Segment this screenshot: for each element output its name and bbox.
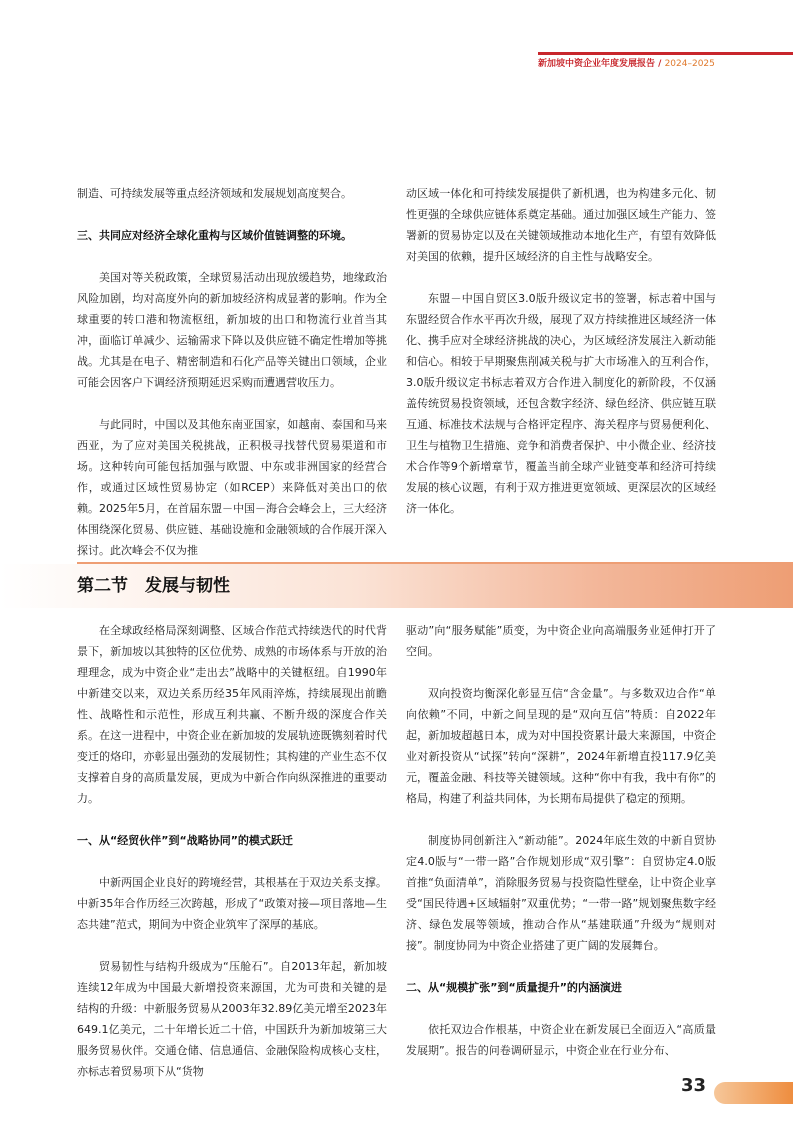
bottom-left-column — [77, 620, 387, 1103]
paragraph-continued: 动区域一体化和可持续发展提供了新机遇，也为构建多元化、韧性更强的全球供应链体系奠定基础。通过加强区域生产能力、签署新的贸易协定以及在关键领域推动本地化生产，有望有效降低对美国的依赖，提升区域经济的自主性与战略安全。 — [406, 187, 716, 263]
header-rule — [538, 52, 793, 55]
paragraph: 双向投资均衡深化彰显互信“含金量”。与多数双边合作“单向依赖”不同，中新之间呈现的是“双向互信”特质：自2022年起，新加坡超越日本，成为对中国投资累计最大来源国，中资企业对新投资从“试探”转向“深耕”，2024年新增直投117.9亿美元，覆盖金融、科技等关键领域。这种“你中有我，我中有你”的格局，构建了利益共同体，为长期布局提供了稳定的预期。 — [406, 687, 716, 805]
subsection-heading-2: 二、从“规模扩张”到“质量提升”的内涵演进 — [406, 981, 622, 994]
footer-accent-bar — [714, 1082, 793, 1104]
paragraph: 依托双边合作根基，中资企业在新发展已全面迈入“高质量发展期”。报告的问卷调研显示，中资企业在行业分布、 — [406, 1023, 716, 1057]
paragraph: 与此同时，中国以及其他东南亚国家，如越南、泰国和马来西亚，为了应对美国关税挑战，正积极寻找替代贸易渠道和市场。这种转向可能包括加强与欧盟、中东或非洲国家的经营合作，或通过区域性贸易协定（如RCEP）来降低对美出口的依赖。2025年5月，在首届东盟－中国－海合会峰会上，三大经济体围绕深化贸易、供应链、基础设施和金融领域的合作展开深入探讨。此次峰会不仅为推 — [77, 418, 387, 557]
header-separator: / — [655, 59, 665, 69]
report-years: 2024–2025 — [664, 59, 715, 69]
paragraph: 制度协同创新注入“新动能”。2024年底生效的中新自贸协定4.0版与“一带一路”合作规划形成“双引擎”：自贸协定4.0版首推“负面清单”，消除服务贸易与投资隐性壁垒，让中资企业享受“国民待遇+区域辐射”双重优势；“一带一路”规划聚焦数字经济、绿色发展等领域，推动合作从“基建联通”升级为“规则对接”。制度协同为中资企业搭建了更广阔的发展舞台。 — [406, 834, 716, 952]
subsection-heading-1: 一、从“经贸伙伴”到“战略协同”的模式跃迁 — [77, 834, 293, 847]
paragraph: 东盟－中国自贸区3.0版升级议定书的签署，标志着中国与东盟经贸合作水平再次升级，展现了双方持续推进区域经济一体化、携手应对全球经济挑战的决心，为区域经济发展注入新动能和信心。相较于早期聚焦削减关税与扩大市场准入的互利合作，3.0版升级议定书标志着双方合作进入制度化的新阶段，不仅涵盖传统贸易投资领域，还包含数字经济、绿色经济、供应链互联互通、标准技术法规与合格评定程序、海关程序与贸易便利化、卫生与植物卫生措施、竞争和消费者保护、中小微企业、经济技术合作等9个新增章节，覆盖当前全球产业链变革和经济可持续发展的核心议题，有利于双方推进更宽领域、更深层次的区域经济一体化。 — [406, 292, 716, 515]
page-number: 33 — [680, 1075, 706, 1096]
paragraph: 中新两国企业良好的跨境经营，其根基在于双边关系支撑。中新35年合作历经三次跨越，形成了“政策对接—项目落地—生态共建”范式，期间为中资企业筑牢了深厚的基底。 — [77, 876, 387, 931]
paragraph: 贸易韧性与结构升级成为“压舱石”。自2013年起，新加坡连续12年成为中国最大新增投资来源国，尤为可贵和关键的是结构的升级：中新服务贸易从2003年32.89亿美元增至2023年649.1亿美元，二十年增长近二十倍，中国跃升为新加坡第三大服务贸易伙伴。交通仓储、信息通信、金融保险构成核心支柱，亦标志着贸易项下从“货物 — [77, 960, 387, 1078]
paragraph-continued: 制造、可持续发展等重点经济领域和发展规划高度契合。 — [77, 187, 352, 200]
paragraph: 在全球政经格局深刻调整、区域合作范式持续迭代的时代背景下，新加坡以其独特的区位优势、成熟的市场体系与开放的治理理念，成为中资企业“走出去”战略中的关键枢纽。自1990年中新建交以来，双边关系历经35年风雨淬炼，持续展现出前瞻性、战略性和示范性，形成互利共赢、不断升级的深度合作关系。在这一进程中，中资企业在新加坡的发展轨迹既镌刻着时代变迁的烙印，亦彰显出强劲的发展韧性；其构建的产业生态不仅支撑着自身的高质量发展，更成为中新合作向纵深推进的重要动力。 — [77, 624, 387, 805]
top-left-column — [77, 183, 387, 582]
paragraph-continued: 驱动”向“服务赋能”质变，为中资企业向高端服务业延伸打开了空间。 — [406, 624, 716, 658]
paragraph: 美国对等关税政策，全球贸易活动出现放缓趋势，地缘政治风险加剧，均对高度外向的新加坡经济构成显著的影响。作为全球重要的转口港和物流枢纽，新加坡的出口和物流行业首当其冲，面临订单减少、运输需求下降以及供应链不确定性增加等挑战。尤其是在电子、精密制造和石化产品等关键出口领域，企业可能会因客户下调经济预期延迟采购而遭遇营收压力。 — [77, 271, 387, 389]
subsection-heading-3: 三、共同应对经济全球化重构与区域价值链调整的环境。 — [77, 229, 352, 242]
section-title: 第二节 发展与韧性 — [77, 576, 230, 596]
section-banner-rule — [77, 562, 793, 564]
report-title: 新加坡中资企业年度发展报告 — [538, 59, 656, 69]
running-header — [538, 57, 793, 71]
top-right-column — [406, 183, 716, 540]
bottom-right-column — [406, 620, 716, 1082]
